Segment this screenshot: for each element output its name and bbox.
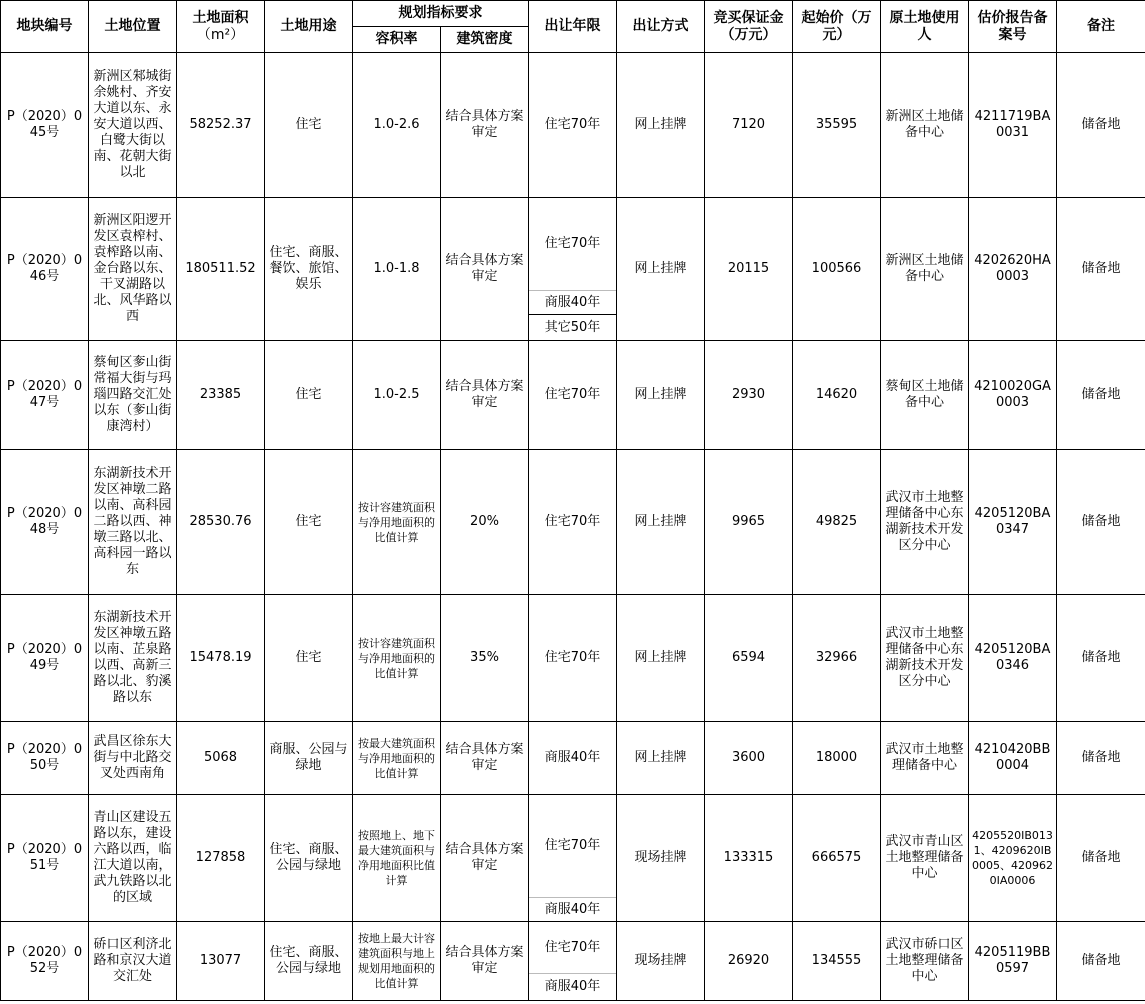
cell-term: 住宅70年 <box>529 198 617 291</box>
cell-owner: 新洲区土地储备中心 <box>881 53 969 198</box>
cell-owner: 新洲区土地储备中心 <box>881 198 969 341</box>
header-area-unit: （m²） <box>196 26 245 43</box>
cell-area: 15478.19 <box>177 595 265 722</box>
header-location: 土地位置 <box>89 1 177 53</box>
cell-density: 结合具体方案审定 <box>441 341 529 450</box>
cell-method: 现场挂牌 <box>617 795 705 922</box>
header-owner: 原土地使用人 <box>881 1 969 53</box>
cell-area: 5068 <box>177 722 265 795</box>
cell-report: 4205520IB0131、4209620IB0005、4209620IA0006 <box>969 795 1057 922</box>
cell-area: 23385 <box>177 341 265 450</box>
cell-method: 网上挂牌 <box>617 595 705 722</box>
cell-note: 储备地 <box>1057 450 1145 595</box>
cell-area: 127858 <box>177 795 265 922</box>
cell-start-price: 134555 <box>793 922 881 1001</box>
cell-start-price: 666575 <box>793 795 881 922</box>
cell-report: 4210020GA0003 <box>969 341 1057 450</box>
header-note: 备注 <box>1057 1 1145 53</box>
cell-use: 住宅 <box>265 53 353 198</box>
cell-term: 住宅70年 <box>529 795 617 898</box>
header-deposit: 竞买保证金（万元） <box>705 1 793 53</box>
table-row <box>1 722 1145 795</box>
cell-owner: 武汉市青山区土地整理储备中心 <box>881 795 969 922</box>
header-far: 容积率 <box>353 27 441 53</box>
cell-use: 住宅 <box>265 450 353 595</box>
cell-id: P（2020）045号 <box>1 53 89 198</box>
cell-deposit: 7120 <box>705 53 793 198</box>
header-term: 出让年限 <box>529 1 617 53</box>
cell-note: 储备地 <box>1057 53 1145 198</box>
cell-method: 网上挂牌 <box>617 341 705 450</box>
cell-term: 住宅70年 <box>529 341 617 450</box>
cell-use: 住宅、商服、餐饮、旅馆、娱乐 <box>265 198 353 341</box>
cell-far: 按地上最大计容建筑面积与地上规划用地面积的比值计算 <box>353 922 441 1001</box>
cell-deposit: 26920 <box>705 922 793 1001</box>
cell-id: P（2020）048号 <box>1 450 89 595</box>
cell-start-price: 32966 <box>793 595 881 722</box>
cell-term: 商服40年 <box>529 898 617 922</box>
cell-id: P（2020）047号 <box>1 341 89 450</box>
cell-density: 结合具体方案审定 <box>441 198 529 341</box>
header-density: 建筑密度 <box>441 27 529 53</box>
cell-start-price: 49825 <box>793 450 881 595</box>
cell-start-price: 18000 <box>793 722 881 795</box>
cell-location: 青山区建设五路以东，建设六路以西，临江大道以南，武九铁路以北的区域 <box>89 795 177 922</box>
cell-note: 储备地 <box>1057 922 1145 1001</box>
table-row <box>1 922 1145 974</box>
cell-report: 4205120BA0346 <box>969 595 1057 722</box>
cell-deposit: 3600 <box>705 722 793 795</box>
table-row <box>1 341 1145 450</box>
cell-note: 储备地 <box>1057 341 1145 450</box>
cell-note: 储备地 <box>1057 595 1145 722</box>
cell-use: 住宅、商服、公园与绿地 <box>265 795 353 922</box>
cell-owner: 武汉市土地整理储备中心东湖新技术开发区分中心 <box>881 595 969 722</box>
table-row <box>1 450 1145 595</box>
cell-far: 按照地上、地下最大建筑面积与净用地面积比值计算 <box>353 795 441 922</box>
cell-density: 结合具体方案审定 <box>441 53 529 198</box>
cell-area: 180511.52 <box>177 198 265 341</box>
cell-location: 蔡甸区奓山街常福大街与玛瑙四路交汇处以东（奓山街康湾村） <box>89 341 177 450</box>
header-start-price: 起始价（万元） <box>793 1 881 53</box>
header-area <box>177 1 265 53</box>
cell-start-price: 14620 <box>793 341 881 450</box>
cell-start-price: 100566 <box>793 198 881 341</box>
cell-term: 商服40年 <box>529 291 617 315</box>
cell-far: 按计容建筑面积与净用地面积的比值计算 <box>353 595 441 722</box>
cell-owner: 武汉市硚口区土地整理储备中心 <box>881 922 969 1001</box>
cell-deposit: 9965 <box>705 450 793 595</box>
table-row <box>1 198 1145 291</box>
cell-deposit: 133315 <box>705 795 793 922</box>
cell-term: 其它50年 <box>529 315 617 341</box>
cell-far: 1.0-2.5 <box>353 341 441 450</box>
header-planning: 规划指标要求 <box>353 1 529 27</box>
cell-report: 4202620HA0003 <box>969 198 1057 341</box>
cell-report: 4210420BB0004 <box>969 722 1057 795</box>
cell-term: 住宅70年 <box>529 450 617 595</box>
cell-report: 4211719BA0031 <box>969 53 1057 198</box>
cell-id: P（2020）051号 <box>1 795 89 922</box>
cell-area: 58252.37 <box>177 53 265 198</box>
cell-location: 东湖新技术开发区神墩二路以南、高科园二路以西、神墩三路以北、高科园一路以东 <box>89 450 177 595</box>
table-row <box>1 53 1145 198</box>
cell-deposit: 2930 <box>705 341 793 450</box>
cell-far: 按计容建筑面积与净用地面积的比值计算 <box>353 450 441 595</box>
cell-term: 商服40年 <box>529 974 617 1001</box>
cell-owner: 武汉市土地整理储备中心 <box>881 722 969 795</box>
cell-id: P（2020）049号 <box>1 595 89 722</box>
cell-id: P（2020）050号 <box>1 722 89 795</box>
cell-area: 28530.76 <box>177 450 265 595</box>
cell-location: 硚口区利济北路和京汉大道交汇处 <box>89 922 177 1001</box>
cell-density: 结合具体方案审定 <box>441 795 529 922</box>
cell-owner: 武汉市土地整理储备中心东湖新技术开发区分中心 <box>881 450 969 595</box>
cell-far: 1.0-1.8 <box>353 198 441 341</box>
cell-term: 住宅70年 <box>529 595 617 722</box>
cell-owner: 蔡甸区土地储备中心 <box>881 341 969 450</box>
cell-density: 结合具体方案审定 <box>441 922 529 1001</box>
cell-note: 储备地 <box>1057 795 1145 922</box>
cell-location: 新洲区阳逻开发区袁榨村、袁榨路以南、金台路以东、干叉湖路以北、风华路以西 <box>89 198 177 341</box>
cell-term: 住宅70年 <box>529 53 617 198</box>
header-use: 土地用途 <box>265 1 353 53</box>
cell-density: 20% <box>441 450 529 595</box>
cell-id: P（2020）052号 <box>1 922 89 1001</box>
cell-method: 网上挂牌 <box>617 53 705 198</box>
cell-method: 网上挂牌 <box>617 198 705 341</box>
cell-method: 网上挂牌 <box>617 722 705 795</box>
cell-report: 4205119BB0597 <box>969 922 1057 1001</box>
table-row <box>1 595 1145 722</box>
cell-deposit: 20115 <box>705 198 793 341</box>
header-report: 估价报告备案号 <box>969 1 1057 53</box>
cell-far: 按最大建筑面积与净用地面积的比值计算 <box>353 722 441 795</box>
cell-report: 4205120BA0347 <box>969 450 1057 595</box>
header-id: 地块编号 <box>1 1 89 53</box>
cell-note: 储备地 <box>1057 198 1145 341</box>
cell-method: 网上挂牌 <box>617 450 705 595</box>
cell-use: 住宅、商服、公园与绿地 <box>265 922 353 1001</box>
cell-method: 现场挂牌 <box>617 922 705 1001</box>
cell-note: 储备地 <box>1057 722 1145 795</box>
table-row <box>1 795 1145 898</box>
cell-location: 新洲区邾城街余姚村、齐安大道以东、永安大道以西、白鹭大街以南、花朝大街以北 <box>89 53 177 198</box>
header-method: 出让方式 <box>617 1 705 53</box>
cell-use: 商服、公园与绿地 <box>265 722 353 795</box>
cell-use: 住宅 <box>265 595 353 722</box>
cell-id: P（2020）046号 <box>1 198 89 341</box>
cell-term: 商服40年 <box>529 722 617 795</box>
cell-term: 住宅70年 <box>529 922 617 974</box>
cell-location: 武昌区徐东大街与中北路交叉处西南角 <box>89 722 177 795</box>
cell-density: 35% <box>441 595 529 722</box>
cell-density: 结合具体方案审定 <box>441 722 529 795</box>
cell-far: 1.0-2.6 <box>353 53 441 198</box>
cell-location: 东湖新技术开发区神墩五路以南、芷泉路以西、高新三路以北、豹溪路以东 <box>89 595 177 722</box>
header-area-label: 土地面积 <box>192 9 249 26</box>
cell-area: 13077 <box>177 922 265 1001</box>
cell-start-price: 35595 <box>793 53 881 198</box>
cell-use: 住宅 <box>265 341 353 450</box>
cell-deposit: 6594 <box>705 595 793 722</box>
